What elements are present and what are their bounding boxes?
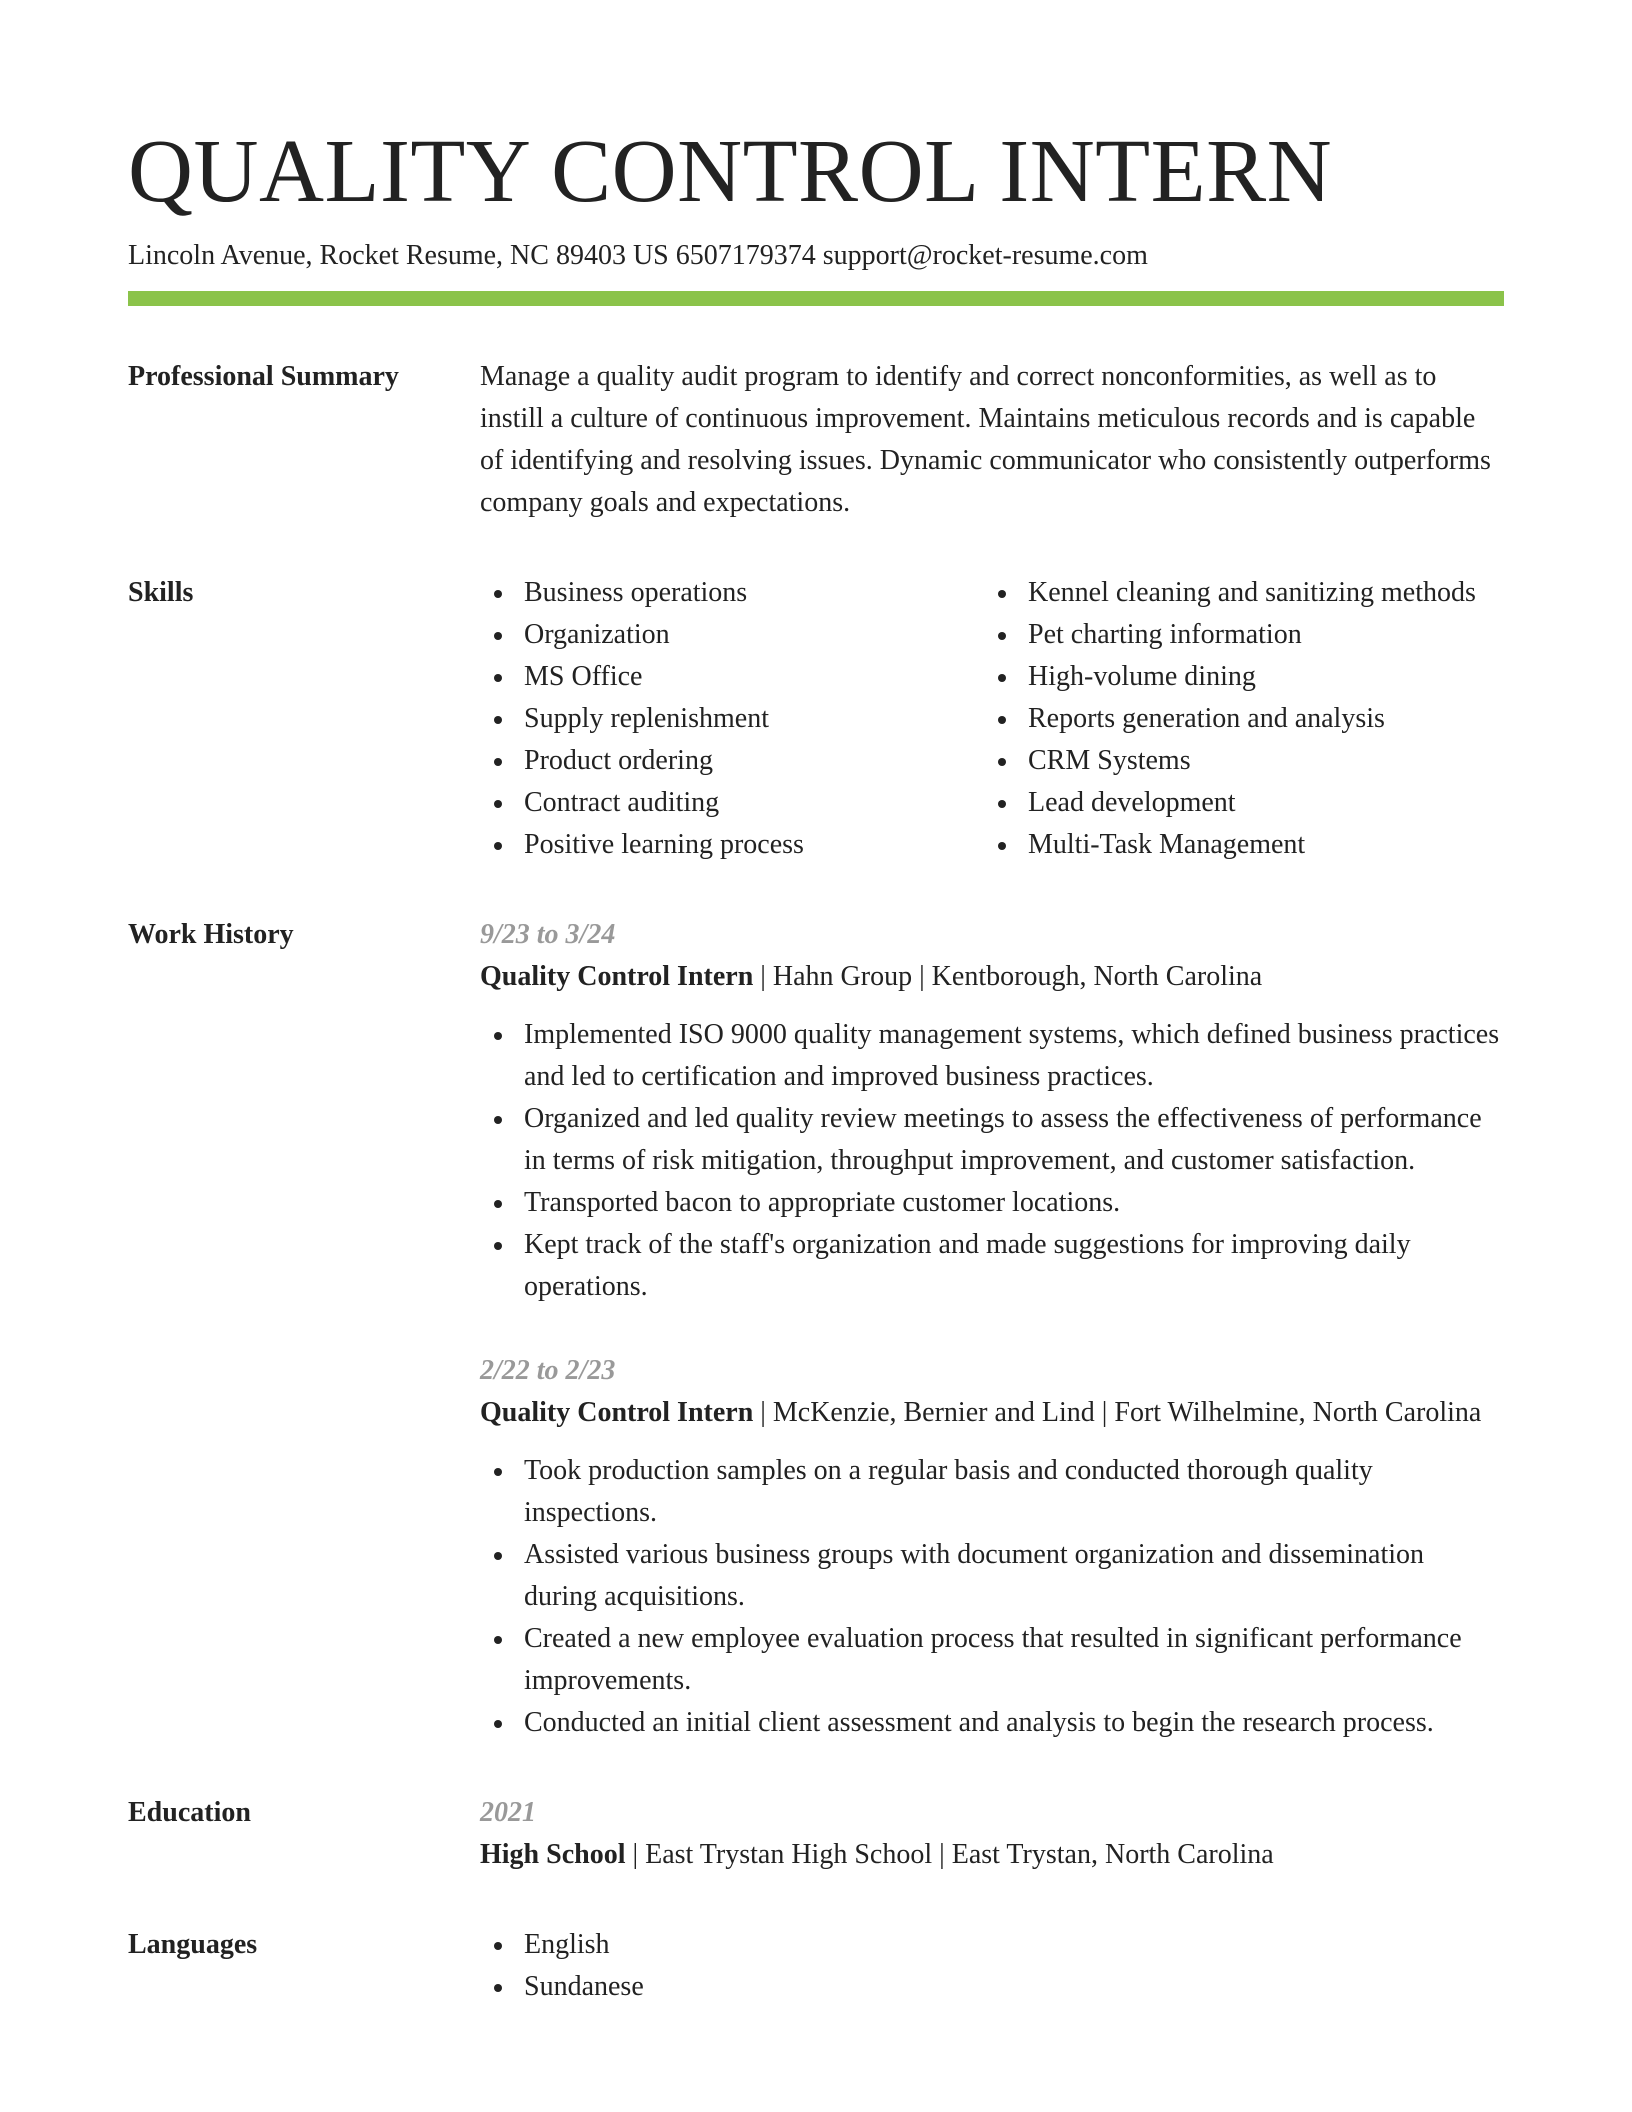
skill-item: Reports generation and analysis xyxy=(984,698,1504,740)
language-item: Sundanese xyxy=(480,1966,1504,2008)
job-bullet: Kept track of the staff's organization and made suggestions for improving daily operations. xyxy=(480,1224,1504,1308)
skill-item: Multi-Task Management xyxy=(984,824,1504,866)
skill-item: Product ordering xyxy=(480,740,984,782)
section-title-skills: Skills xyxy=(128,577,194,608)
section-title-summary: Professional Summary xyxy=(128,361,399,392)
resume-page xyxy=(128,122,1504,2008)
header-divider xyxy=(128,291,1504,306)
job-dates: 9/23 to 3/24 xyxy=(480,919,616,950)
job-entry xyxy=(480,914,1504,1308)
languages-body xyxy=(480,1924,1504,2008)
education-heading xyxy=(480,1834,1504,1876)
job-bullet: Implemented ISO 9000 quality management systems, which defined business practices and led to certification and improved business practices. xyxy=(480,1014,1504,1098)
job-bullet: Transported bacon to appropriate customer locations. xyxy=(480,1182,1504,1224)
education-degree: High School xyxy=(480,1839,626,1870)
job-heading xyxy=(480,956,1504,998)
skill-item: Kennel cleaning and sanitizing methods xyxy=(984,572,1504,614)
languages-list xyxy=(480,1924,1504,2008)
job-role: Quality Control Intern xyxy=(480,961,754,992)
job-bullet: Took production samples on a regular basis and conducted thorough quality inspections. xyxy=(480,1450,1504,1534)
contact-line: Lincoln Avenue, Rocket Resume, NC 89403 US 6507179374 support@rocket-resume.com xyxy=(128,240,1148,271)
job-details: | Hahn Group | Kentborough, North Carolina xyxy=(753,961,1263,992)
job-heading xyxy=(480,1392,1504,1434)
skill-item: Organization xyxy=(480,614,984,656)
summary-section xyxy=(128,356,1504,524)
resume-name: QUALITY CONTROL INTERN xyxy=(128,122,1333,221)
skill-item: CRM Systems xyxy=(984,740,1504,782)
summary-text: Manage a quality audit program to identify and correct nonconformities, as well as to instill a culture of continuous improvement. Maintains meticulous records and is capable of identifying and resolving issues. Dynamic communicator who consistently outperforms company goals and expectations. xyxy=(480,361,1491,518)
skill-item: Supply replenishment xyxy=(480,698,984,740)
job-bullet: Assisted various business groups with document organization and dissemination during acquisitions. xyxy=(480,1534,1504,1618)
section-title-work: Work History xyxy=(128,919,294,950)
job-dates: 2/22 to 2/23 xyxy=(480,1355,616,1386)
skill-item: High-volume dining xyxy=(984,656,1504,698)
skill-item: Positive learning process xyxy=(480,824,984,866)
education-body xyxy=(480,1792,1504,1876)
job-bullets xyxy=(480,1450,1504,1744)
skills-list-right xyxy=(984,572,1504,866)
skill-item: Pet charting information xyxy=(984,614,1504,656)
skills-list-left xyxy=(480,572,984,866)
job-entry xyxy=(480,1350,1504,1744)
skill-item: Lead development xyxy=(984,782,1504,824)
skill-item: Contract auditing xyxy=(480,782,984,824)
job-bullet: Organized and led quality review meetings to assess the effectiveness of performance in terms of risk mitigation, throughput improvement, and customer satisfaction. xyxy=(480,1098,1504,1182)
education-details: | East Trystan High School | East Trystan, North Carolina xyxy=(625,1839,1274,1870)
education-section xyxy=(128,1792,1504,1876)
skills-columns xyxy=(480,572,1504,866)
education-year: 2021 xyxy=(480,1797,536,1828)
job-bullets xyxy=(480,1014,1504,1308)
skill-item: Business operations xyxy=(480,572,984,614)
skills-section xyxy=(128,572,1504,866)
job-bullet: Conducted an initial client assessment and analysis to begin the research process. xyxy=(480,1702,1504,1744)
work-history-body xyxy=(480,914,1504,1744)
languages-section xyxy=(128,1924,1504,2008)
section-title-languages: Languages xyxy=(128,1929,258,1960)
section-title-education: Education xyxy=(128,1797,251,1828)
job-details: | McKenzie, Bernier and Lind | Fort Wilhelmine, North Carolina xyxy=(753,1397,1482,1428)
skill-item: MS Office xyxy=(480,656,984,698)
language-item: English xyxy=(480,1924,1504,1966)
job-bullet: Created a new employee evaluation process that resulted in significant performance improvements. xyxy=(480,1618,1504,1702)
job-role: Quality Control Intern xyxy=(480,1397,754,1428)
work-history-section xyxy=(128,914,1504,1744)
